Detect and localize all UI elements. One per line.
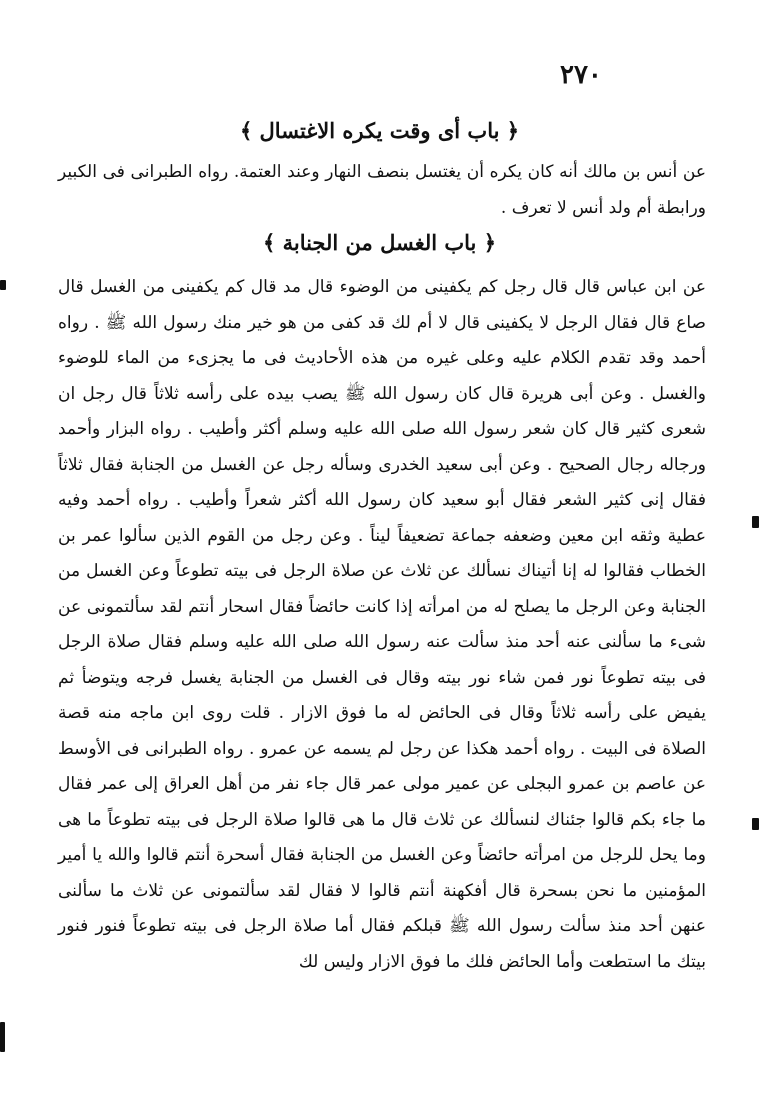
chapter-heading-ghusl-times: ﴿ باب أى وقت يكره الاغتسال ﴾ xyxy=(239,118,520,143)
margin-mark xyxy=(752,818,759,830)
chapter-heading-janaba: ﴿ باب الغسل من الجنابة ﴾ xyxy=(262,230,497,255)
paragraph-ghusl-times: عن أنس بن مالك أنه كان يكره أن يغتسل بنصف النهار وعند العتمة. رواه الطبرانى فى الكبير ورابطة أم ولد أنس لا تعرف . xyxy=(58,162,706,218)
margin-mark xyxy=(0,1022,5,1052)
paragraph-janaba: عن ابن عباس قال قال رجل كم يكفينى من الوضوء قال مد قال كم يكفينى من الغسل قال صاع قال فقال الرجل لا يكفينى قال لا أم لك قد كفى من هو خير منك رسول الله ﷺ . رواه أحمد وقد تقدم الكلام عليه وعلى غيره من هذه الأحاديث فى ما يجزىء من الماء للوضوء والغسل . وعن أبى هريرة قال كان رسول الله ﷺ يصب بيده على رأسه ثلاثاً قال رجل ان شعرى كثير قال كان شعر رسول الله صلى الله عليه وسلم أكثر وأطيب . رواه البزار وأحمد ورجاله رجال الصحيح . وعن أبى سعيد الخدرى وسأله رجل عن الغسل من الجنابة فقال ثلاثاً فقال إنى كثير الشعر فقال أبو سعيد كان رسول الله أكثر شعراً وأطيب . رواه أحمد وفيه عطية وثقه ابن معين وضعفه جماعة تضعيفاً ليناً . وعن رجل من القوم الذين سألوا عمر بن الخطاب فقالوا له إنا أتيناك نسألك عن ثلاث عن صلاة الرجل فى بيته تطوعاً وعن الغسل من الجنابة وعن الرجل ما يصلح له من امرأته إذا كانت حائضاً فقال اسحار أنتم لقد سألتمونى عن شىء ما سألنى عنه أحد منذ سألت عنه رسول الله صلى الله عليه وسلم فقال صلاة الرجل فى بيته تطوعاً نور فمن شاء نور بيته وقال فى الغسل من الجنابة يغسل فرجه ويتوضأ ثم يفيض على رأسه ثلاثاً وقال فى الحائض له ما فوق الازار . قلت روى ابن ماجه منه قصة الصلاة فى البيت . رواه أحمد هكذا عن رجل لم يسمه عن عمرو . رواه الطبرانى فى الأوسط عن عاصم بن عمرو البجلى عن عمير مولى عمر قال جاء نفر من أهل العراق إلى عمر فقال ما جاء بكم قالوا جئناك لنسألك عن ثلاث قال ما هى قالوا صلاة الرجل فى بيته تطوعاً ما هى وما يحل للرجل من امرأته حائضاً وعن الغسل من الجنابة فقال أسحرة أنتم قالوا والله يا أمير المؤمنين ما نحن بسحرة قال أفكهنة أنتم قالوا لا فقال لقد سألتمونى عن ثلاث ما سألنى عنهن أحد منذ سألت رسول الله ﷺ قبلكم فقال أما صلاة الرجل فى بيته تطوعاً فنور فنور بيتك ما استطعت وأما الحائض فلك ما فوق الازار وليس لك xyxy=(58,277,706,972)
page-number: ٢٧٠ xyxy=(560,60,602,90)
margin-mark xyxy=(752,516,759,528)
margin-mark xyxy=(0,280,6,290)
